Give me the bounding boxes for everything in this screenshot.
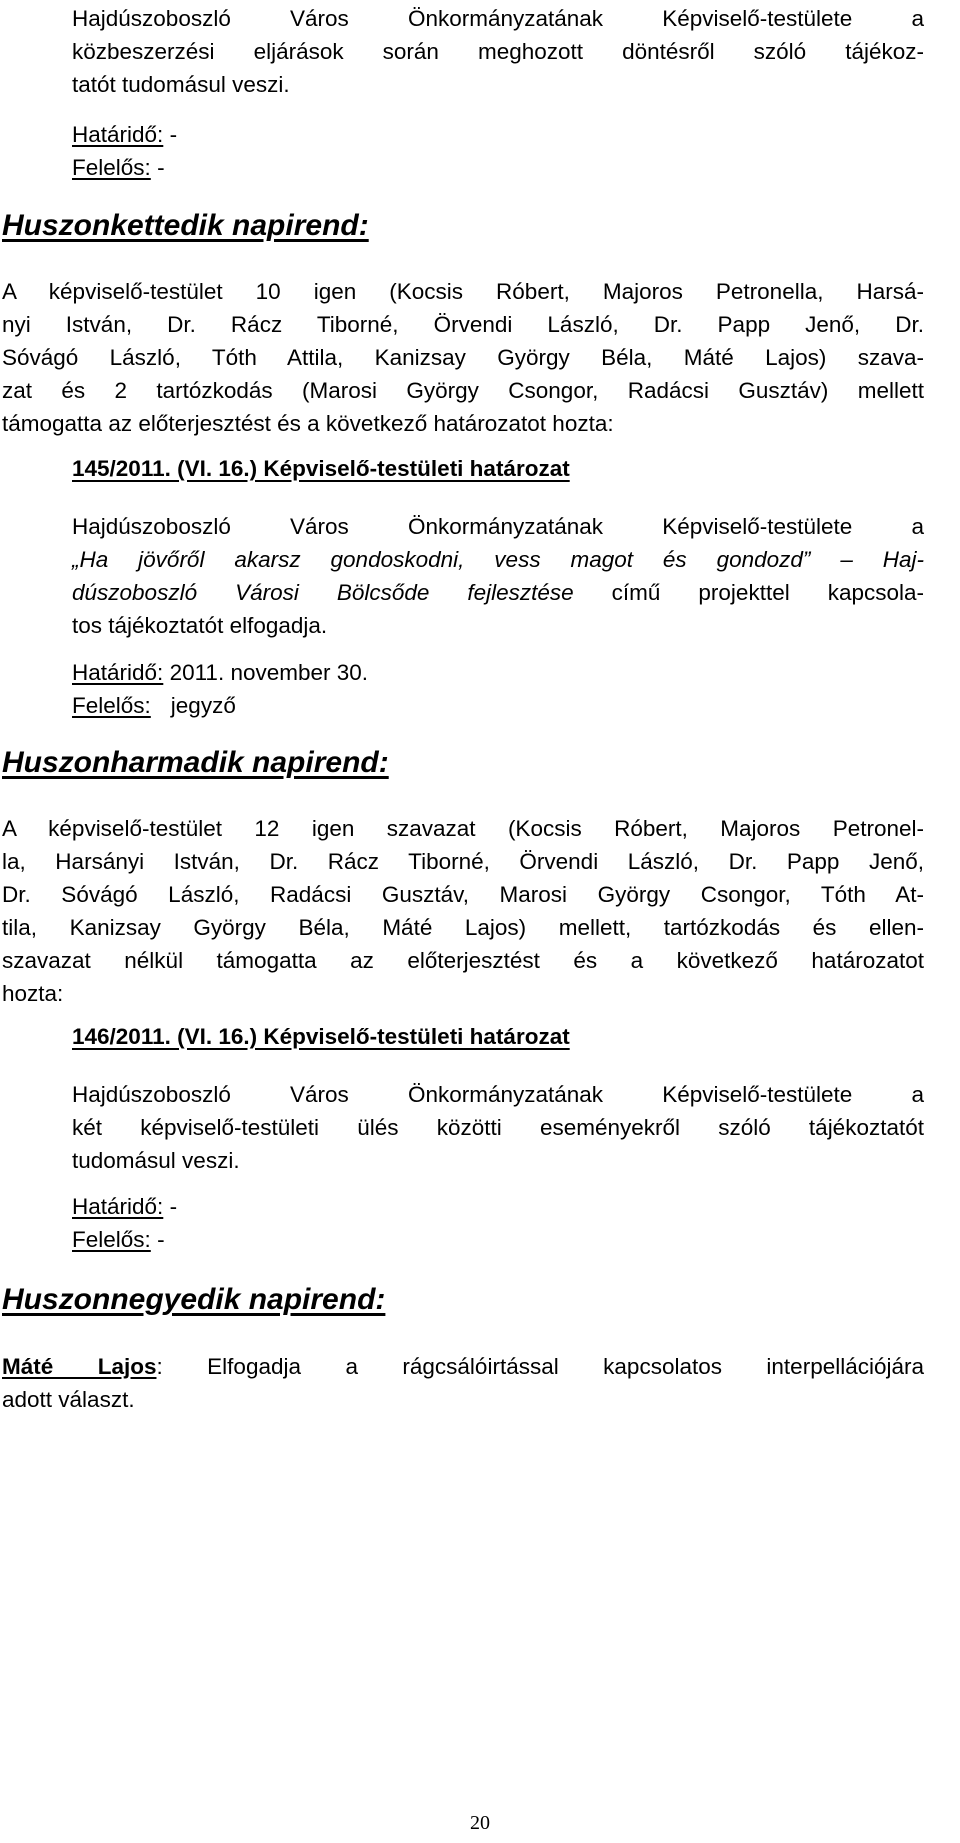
text-line: A képviselő-testület 10 igen (Kocsis Róbert, Majoros Petronella, Harsá- xyxy=(2,279,924,304)
deadline-value: 2011. november 30. xyxy=(169,660,369,685)
text-line: tatót tudomásul veszi. xyxy=(72,72,290,97)
text-line-rest: című projekttel kapcsola- xyxy=(573,580,924,605)
agenda-heading-23: Huszonharmadik napirend: xyxy=(2,746,389,779)
speaker-name: Máté Lajos xyxy=(2,1354,157,1379)
resolution-text-146 xyxy=(72,1078,924,1177)
vote-paragraph-23 xyxy=(2,812,924,1010)
text-line: la, Harsányi István, Dr. Rácz Tiborné, Örvendi László, Dr. Papp Jenő, xyxy=(2,849,924,874)
responsible-label: Felelős: xyxy=(72,155,151,180)
responsible-label: Felelős: xyxy=(72,1227,151,1252)
text-line: Hajdúszoboszló Város Önkormányzatának Képviselő-testülete a xyxy=(72,1082,924,1107)
text-line: Dr. Sóvágó László, Radácsi Gusztáv, Marosi György Csongor, Tóth At- xyxy=(2,882,924,907)
text-line: támogatta az előterjesztést és a következő határozatot hozta: xyxy=(2,411,614,436)
agenda-heading-22: Huszonkettedik napirend: xyxy=(2,209,369,242)
text-line: tudomásul veszi. xyxy=(72,1148,240,1173)
text-line: közbeszerzési eljárások során meghozott döntésről szóló tájékoz- xyxy=(72,39,924,64)
vote-paragraph-22 xyxy=(2,275,924,440)
agenda-heading-24: Huszonnegyedik napirend: xyxy=(2,1283,386,1316)
deadline-label: Határidő: xyxy=(72,122,164,147)
text-line: nyi István, Dr. Rácz Tiborné, Örvendi László, Dr. Papp Jenő, Dr. xyxy=(2,312,924,337)
deadline-value: - xyxy=(169,1194,178,1219)
text-line-rest: : Elfogadja a rágcsálóirtással kapcsolatos interpellációjára xyxy=(156,1354,925,1379)
responsible-label: Felelős: xyxy=(72,693,151,718)
intro-resolution-text xyxy=(72,2,924,101)
resolution-title-145: 145/2011. (VI. 16.) Képviselő-testületi határozat xyxy=(72,456,570,481)
interpellation-paragraph xyxy=(2,1350,924,1416)
resolution-text-145 xyxy=(72,510,924,642)
text-line: Hajdúszoboszló Város Önkormányzatának Képviselő-testülete a xyxy=(72,514,924,539)
page-number: 20 xyxy=(470,1812,490,1834)
text-line: zat és 2 tartózkodás (Marosi György Csongor, Radácsi Gusztáv) mellett xyxy=(2,378,924,403)
responsible-value: jegyző xyxy=(170,693,236,718)
resolution-title-146: 146/2011. (VI. 16.) Képviselő-testületi határozat xyxy=(72,1024,570,1049)
deadline-146 xyxy=(72,1190,924,1256)
responsible-value: - xyxy=(157,155,165,180)
text-line: két képviselő-testületi ülés közötti eseményekről szóló tájékoztatót xyxy=(72,1115,924,1140)
text-line: tos tájékoztatót elfogadja. xyxy=(72,613,328,638)
text-line: szavazat nélkül támogatta az előterjesztést és a következő határozatot xyxy=(2,948,924,973)
text-line: A képviselő-testület 12 igen szavazat (Kocsis Róbert, Majoros Petronel- xyxy=(2,816,924,841)
intro-deadline xyxy=(72,118,924,184)
deadline-label: Határidő: xyxy=(72,660,164,685)
text-line: Sóvágó László, Tóth Attila, Kanizsay György Béla, Máté Lajos) szava- xyxy=(2,345,924,370)
text-line: Hajdúszoboszló Város Önkormányzatának Képviselő-testülete a xyxy=(72,6,924,31)
responsible-value: - xyxy=(157,1227,165,1252)
project-title-line: „Ha jövőről akarsz gondoskodni, vess magot és gondozd” – Haj- xyxy=(72,547,924,572)
project-title-end: dúszoboszló Városi Bölcsőde fejlesztése xyxy=(72,580,574,605)
deadline-145 xyxy=(72,656,924,722)
deadline-label: Határidő: xyxy=(72,1194,164,1219)
deadline-value: - xyxy=(169,122,178,147)
text-line: hozta: xyxy=(2,981,64,1006)
text-line: adott választ. xyxy=(2,1387,135,1412)
text-line: tila, Kanizsay György Béla, Máté Lajos) mellett, tartózkodás és ellen- xyxy=(2,915,924,940)
